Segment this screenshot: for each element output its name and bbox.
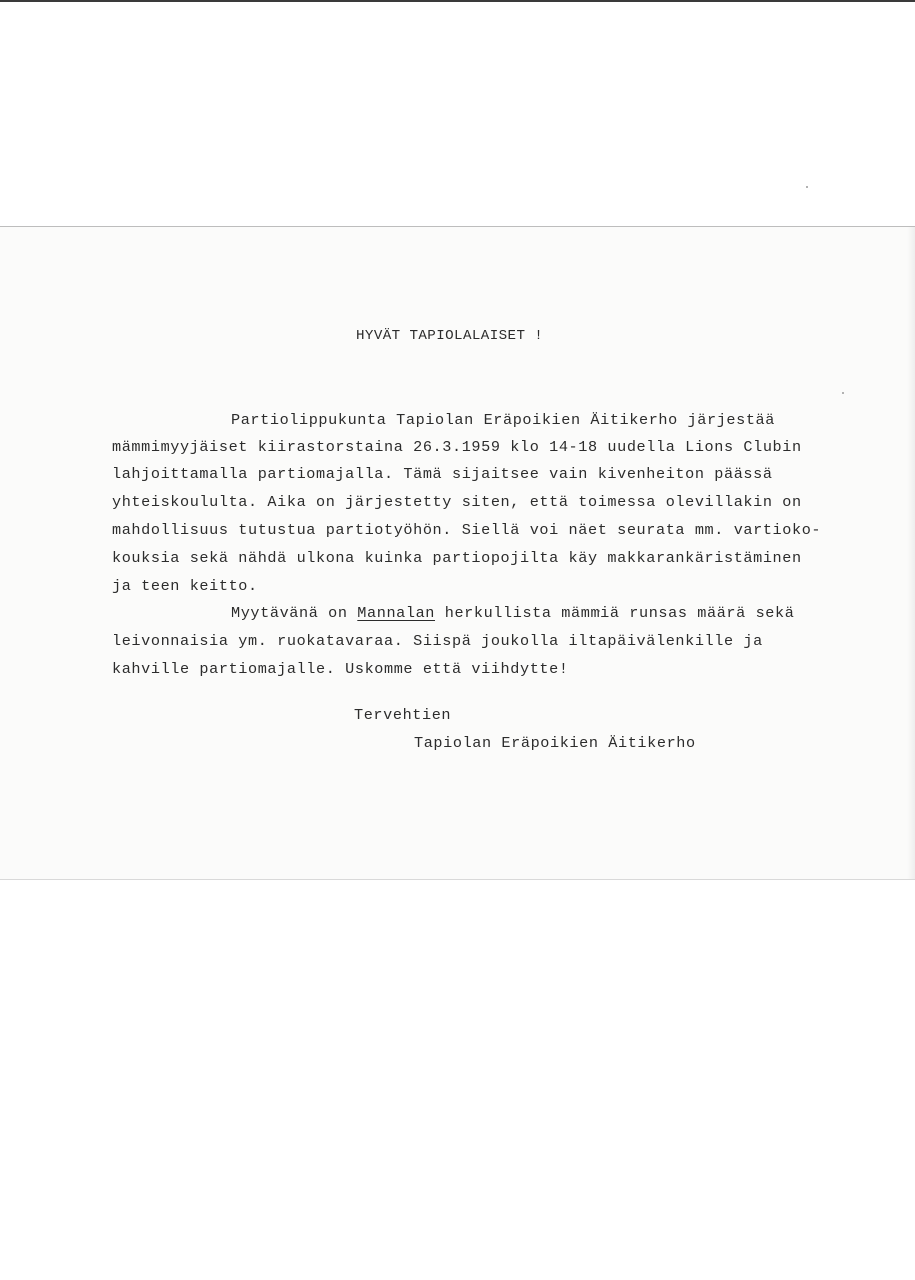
scan-top-edge xyxy=(0,0,915,2)
paragraph1-line: kouksia sekä nähdä ulkona kuinka partiopojilta käy makkarankäristäminen xyxy=(112,549,802,567)
paper-speck xyxy=(842,392,844,394)
paragraph2-line xyxy=(231,603,794,623)
paragraph2-line: kahville partiomajalle. Uskomme että viihdytte! xyxy=(112,660,569,678)
paragraph1-line: lahjoittamalla partiomajalla. Tämä sijaitsee vain kivenheiton päässä xyxy=(112,465,773,483)
paragraph2-text: Myytävänä on xyxy=(231,604,358,622)
paragraph1-line: Partiolippukunta Tapiolan Eräpoikien Äitikerho järjestää xyxy=(231,411,775,429)
closing-greeting: Tervehtien xyxy=(354,706,452,724)
signature: Tapiolan Eräpoikien Äitikerho xyxy=(414,734,696,752)
letter-title: HYVÄT TAPIOLALAISET ! xyxy=(356,328,544,344)
paragraph1-line: yhteiskoululta. Aika on järjestetty siten, että toimessa olevillakin on xyxy=(112,493,802,511)
paragraph1-line: ja teen keitto. xyxy=(112,577,258,595)
paper-speck xyxy=(806,186,808,188)
paragraph1-line: mahdollisuus tutustua partiotyöhön. Siellä voi näet seurata mm. vartioko- xyxy=(112,521,822,539)
paragraph1-line: mämmimyyjäiset kiirastorstaina 26.3.1959 klo 14-18 uudella Lions Clubin xyxy=(112,438,802,456)
underlined-brand-name: Mannalan xyxy=(357,604,436,622)
paragraph2-line: leivonnaisia ym. ruokatavaraa. Siispä joukolla iltapäivälenkille ja xyxy=(112,632,763,650)
paragraph2-text: herkullista mämmiä runsas määrä sekä xyxy=(435,604,795,622)
